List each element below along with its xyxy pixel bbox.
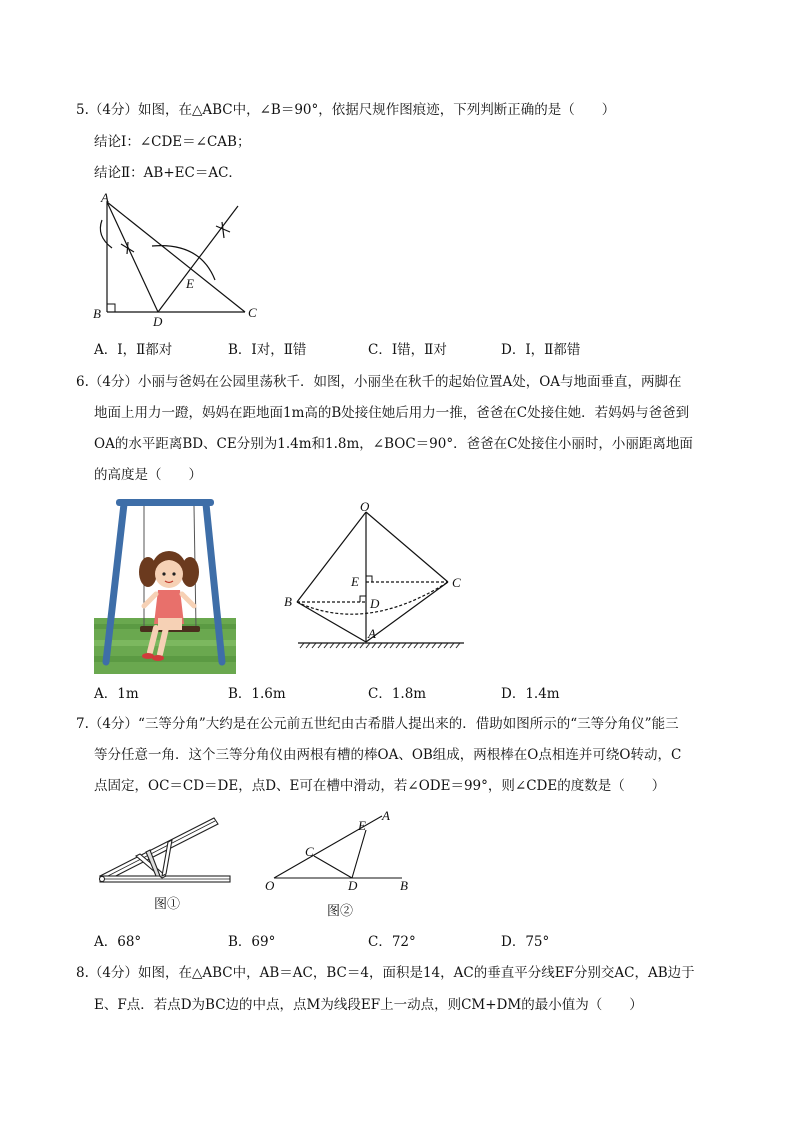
q5-label-c: C bbox=[248, 305, 257, 320]
q6-right-angle-d bbox=[360, 596, 366, 602]
q8-stem-2: E、F点．若点D为BC边的中点，点M为线段EF上一动点，则CM+DM的最小值为（ ） bbox=[94, 997, 643, 1013]
q8-stem-1: 8.（4分）如图，在△ABC中，AB＝AC，BC＝4，面积是14，AC的垂直平分线EF分别交AC，AB边于 bbox=[76, 965, 695, 981]
q5-stem: 5.（4分）如图，在△ABC中，∠B＝90°，依据尺规作图痕迹，下列判断正确的是（ ） bbox=[76, 102, 616, 118]
q6-label-a: A bbox=[368, 626, 376, 641]
q6-stem-1: 6.（4分）小丽与爸妈在公园里荡秋千．如图，小丽坐在秋千的起始位置A处，OA与地面垂直，两脚在 bbox=[76, 374, 682, 390]
q5-label-a: A bbox=[101, 190, 109, 205]
q6-label-o: O bbox=[360, 499, 370, 514]
q5-cross-2 bbox=[216, 222, 230, 238]
q7-segment-cd bbox=[314, 856, 352, 878]
q7-label-e: E bbox=[358, 818, 366, 833]
q7-stem-2: 等分任意一角．这个三等分角仪由两根有槽的棒OA、OB组成，两根棒在O点相连并可绕O转动，C bbox=[94, 747, 682, 763]
q6-option-c[interactable]: C．1.8m bbox=[368, 686, 427, 702]
q5-right-angle-mark bbox=[107, 304, 115, 312]
q5-conclusion-1: 结论Ⅰ：∠CDE＝∠CAB； bbox=[94, 134, 251, 150]
q6-label-e: E bbox=[351, 574, 359, 589]
q6-stem-4: 的高度是（ ） bbox=[94, 467, 202, 483]
q5-option-c[interactable]: C．Ⅰ错，Ⅱ对 bbox=[368, 342, 447, 358]
q5-bisector-ad bbox=[107, 202, 158, 312]
q6-segment-ca bbox=[366, 582, 448, 642]
q6-ground-hatch bbox=[300, 643, 460, 648]
q5-label-d: D bbox=[153, 314, 163, 329]
q7-stem-1: 7.（4分）“三等分角”大约是在公元前五世纪由古希腊人提出来的．借助如图所示的“三等分角仪”能三 bbox=[76, 716, 679, 732]
q6-option-b[interactable]: B．1.6m bbox=[228, 686, 286, 702]
q7-label-d: D bbox=[348, 878, 358, 893]
q7-label-b: B bbox=[400, 878, 408, 893]
q6-label-d: D bbox=[370, 596, 380, 611]
q6-right-angle-e bbox=[366, 576, 372, 582]
q6-option-a[interactable]: A．1m bbox=[94, 686, 139, 702]
q7-stem-3: 点固定，OC＝CD＝DE，点D、E可在槽中滑动，若∠ODE＝99°，则∠CDE的度数是（ ） bbox=[94, 778, 666, 794]
q6-label-b: B bbox=[284, 594, 292, 609]
q6-stem-3: OA的水平距离BD、CE分别为1.4m和1.8m，∠BOC＝90°．爸爸在C处接住小丽时，小丽距离地面 bbox=[94, 436, 693, 452]
q7-option-c[interactable]: C．72° bbox=[368, 934, 416, 950]
q6-geometry-figure bbox=[280, 498, 470, 650]
q5-figure bbox=[90, 190, 260, 330]
q5-label-b: B bbox=[93, 306, 101, 321]
q7-fig1-caption: 图① bbox=[154, 896, 181, 911]
q5-label-e: E bbox=[186, 276, 194, 291]
q7-option-a[interactable]: A．68° bbox=[94, 934, 142, 950]
q7-label-c: C bbox=[305, 844, 314, 859]
q7-option-b[interactable]: B．69° bbox=[228, 934, 276, 950]
q5-conclusion-2: 结论Ⅱ：AB+EC＝AC． bbox=[94, 165, 242, 181]
q5-side-ac bbox=[107, 202, 245, 312]
swing-top-bar bbox=[116, 499, 214, 506]
q5-arc-a bbox=[100, 220, 112, 248]
q7-figure-2 bbox=[262, 808, 422, 924]
q6-label-c: C bbox=[452, 575, 461, 590]
q6-swing-illustration bbox=[94, 490, 236, 674]
q7-label-o: O bbox=[265, 878, 275, 893]
q7-label-a: A bbox=[382, 808, 390, 823]
q5-option-d[interactable]: D．Ⅰ，Ⅱ都错 bbox=[501, 342, 581, 358]
q6-segment-ba bbox=[297, 602, 366, 642]
q7-fig2-caption: 图② bbox=[327, 903, 354, 918]
q7-option-d[interactable]: D．75° bbox=[501, 934, 550, 950]
q5-option-b[interactable]: B．Ⅰ对，Ⅱ错 bbox=[228, 342, 307, 358]
q5-option-a[interactable]: A．Ⅰ，Ⅱ都对 bbox=[94, 342, 173, 358]
q6-segment-oc bbox=[366, 512, 448, 582]
q7-segment-de bbox=[352, 830, 366, 878]
q7-figure-1 bbox=[96, 814, 238, 914]
q6-stem-2: 地面上用力一蹬，妈妈在距地面1m高的B处接住她后用力一推，爸爸在C处接住她．若妈妈与爸爸到 bbox=[94, 405, 690, 421]
q5-cross-1 bbox=[121, 242, 134, 254]
q6-option-d[interactable]: D．1.4m bbox=[501, 686, 560, 702]
